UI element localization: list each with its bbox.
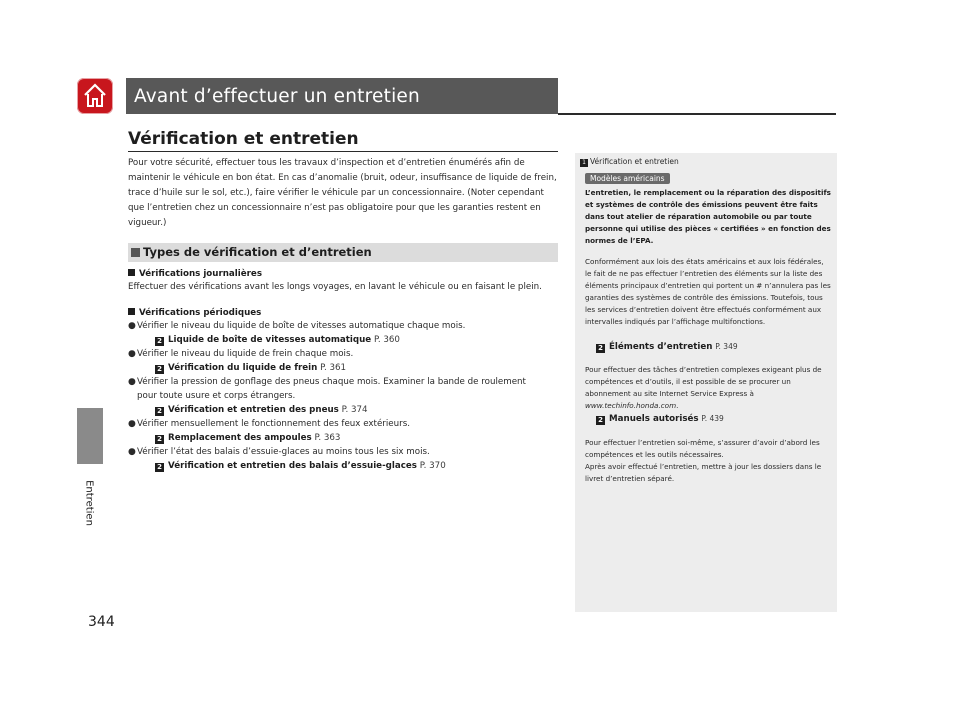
square-bullet-icon	[128, 269, 135, 276]
reference-arrow-icon: 2	[155, 435, 164, 444]
periodic-heading: Vérifications périodiques	[128, 308, 261, 318]
subheading-title: Types de vérification et d’entretien	[143, 245, 372, 259]
cross-reference-link[interactable]: 2 Vérification et entretien des pneus P. 374	[155, 405, 368, 416]
note-marker-icon: 1	[580, 159, 588, 167]
bullet-icon: ●	[128, 447, 136, 457]
sidebar-paragraph: Conformément aux lois des états américains et aux lois fédérales, le fait de ne pas effectuer l’entretien des éléments sur la liste des éléments principaux d’entretien qui portent un # n’annulera pas les garanties des systèmes de contrôle des émissions. Toutefois, tous les services d’entretien doivent être effectués conformément aux intervalles indiqués par l’affichage multifonctions.	[585, 257, 831, 326]
cross-reference-link[interactable]: 2 Éléments d’entretien P. 349	[596, 342, 738, 353]
section-rule	[128, 151, 558, 152]
cross-reference-link[interactable]: 2 Manuels autorisés P. 439	[596, 414, 724, 425]
sidebar-paragraph: Pour effectuer l’entretien soi-même, s’assurer d’avoir d’abord les compétences et les outils nécessaires.	[585, 438, 820, 459]
sidebar-bold-paragraph: L’entretien, le remplacement ou la réparation des dispositifs et systèmes de contrôle des émissions peuvent être faits dans tout atelier de réparation automobile ou par toute personne qui utilise des pièces « certifiées » en fonction des normes de l’EPA.	[585, 188, 831, 245]
list-item: ●Vérifier l’état des balais d’essuie-glaces au moins tous les six mois.	[128, 447, 430, 457]
cross-reference-link[interactable]: 2 Vérification du liquide de frein P. 361	[155, 363, 346, 374]
section-title: Vérification et entretien	[128, 129, 359, 149]
reference-arrow-icon: 2	[155, 463, 164, 472]
home-icon	[82, 82, 108, 110]
sidebar-heading: 1 Vérification et entretien	[580, 157, 679, 167]
chapter-title: Avant d’effectuer un entretien	[134, 86, 420, 107]
sidebar-paragraph: Pour effectuer des tâches d’entretien complexes exigeant plus de compétences et d’outils, il est possible de se procurer un abonnement au site Internet Service Express à www.techinfo.honda.com.	[585, 365, 822, 410]
chapter-tab[interactable]	[77, 408, 103, 464]
list-item-continuation: pour toute usure et corps étrangers.	[137, 391, 296, 401]
bullet-icon: ●	[128, 321, 136, 331]
intro-paragraph: Pour votre sécurité, effectuer tous les travaux d’inspection et d’entretien énumérés afin de maintenir le véhicule en bon état. En cas d’anomalie (bruit, odeur, insuffisance de liquide de frein, trace d’huile sur le sol, etc.), faire vérifier le véhicule par un concessionnaire. (Noter cependant que l’entretien chez un concessionnaire n’est pas obligatoire pour que les garanties restent en vigueur.)	[128, 158, 557, 228]
url-text: www.techinfo.honda.com	[585, 401, 677, 410]
page-number: 344	[88, 614, 115, 630]
bullet-icon: ●	[128, 419, 136, 429]
bullet-icon: ●	[128, 377, 136, 387]
cross-reference-link[interactable]: 2 Remplacement des ampoules P. 363	[155, 433, 340, 444]
daily-text: Effectuer des vérifications avant les longs voyages, en lavant le véhicule ou en faisant le plein.	[128, 282, 542, 292]
list-item: ●Vérifier mensuellement le fonctionnement des feux extérieurs.	[128, 419, 410, 429]
reference-arrow-icon: 2	[155, 365, 164, 374]
cross-reference-link[interactable]: 2 Vérification et entretien des balais d’essuie-glaces P. 370	[155, 461, 446, 472]
chapter-header	[126, 78, 558, 114]
chapter-tab-label: Entretien	[83, 480, 95, 526]
list-item: ●Vérifier le niveau du liquide de frein chaque mois.	[128, 349, 354, 359]
subheading-band	[128, 243, 558, 262]
reference-arrow-icon: 2	[155, 337, 164, 346]
list-item: ●Vérifier la pression de gonflage des pneus chaque mois. Examiner la bande de roulement	[128, 377, 526, 387]
sidebar-paragraph: Après avoir effectué l’entretien, mettre à jour les dossiers dans le livret d’entretien séparé.	[585, 462, 822, 483]
cross-reference-link[interactable]: 2 Liquide de boîte de vitesses automatique P. 360	[155, 335, 400, 346]
region-badge: Modèles américains	[585, 173, 670, 184]
list-item: ●Vérifier le niveau du liquide de boîte de vitesses automatique chaque mois.	[128, 321, 466, 331]
header-rule	[558, 113, 836, 115]
daily-heading: Vérifications journalières	[128, 269, 262, 279]
home-button[interactable]	[77, 78, 113, 114]
reference-arrow-icon: 2	[155, 407, 164, 416]
sidebar-note	[575, 153, 837, 612]
bullet-icon: ●	[128, 349, 136, 359]
square-bullet-icon	[128, 308, 135, 315]
reference-arrow-icon: 2	[596, 344, 605, 353]
square-bullet-icon	[131, 248, 140, 257]
reference-arrow-icon: 2	[596, 416, 605, 425]
